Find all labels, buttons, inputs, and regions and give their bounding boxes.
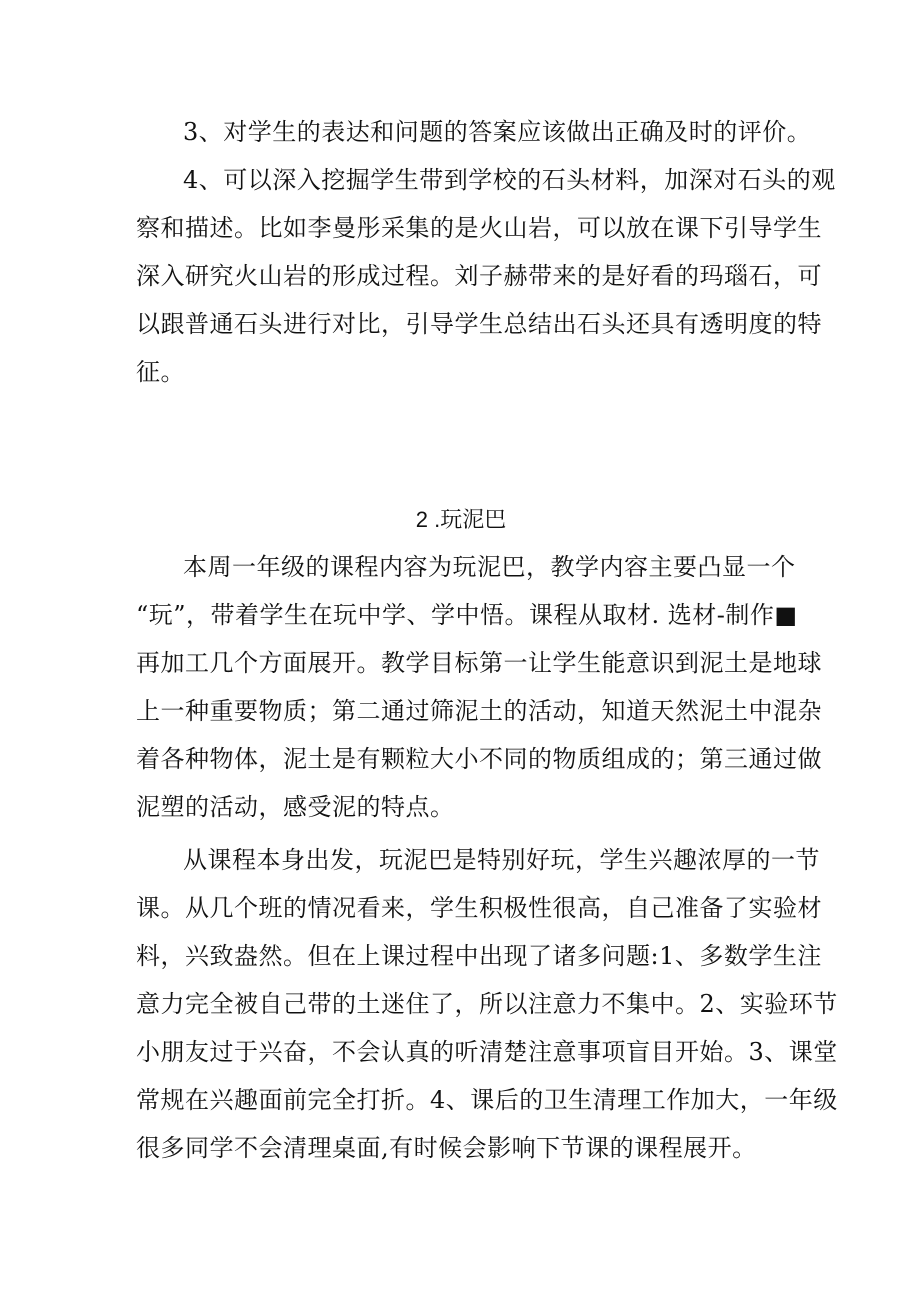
paragraph-line: 课。从几个班的情况看来，学生积极性很高，自己准备了实验材 bbox=[136, 894, 822, 922]
paragraph-line: “玩”，带着学生在玩中学、学中悟。课程从取材. 选材-制作■ bbox=[136, 601, 798, 629]
paragraph-line: 料，兴致盎然。但在上课过程中出现了诸多问题:1、多数学生注 bbox=[136, 942, 822, 970]
paragraph-line: 小朋友过于兴奋，不会认真的听清楚注意事项盲目开始。3、课堂 bbox=[136, 1038, 838, 1066]
paragraph-line: 上一种重要物质；第二通过筛泥土的活动，知道天然泥土中混杂 bbox=[136, 697, 822, 725]
paragraph-line: 察和描述。比如李曼彤采集的是火山岩，可以放在课下引导学生 bbox=[136, 214, 822, 242]
paragraph-line: 深入研究火山岩的形成过程。刘子赫带来的是好看的玛瑙石，可 bbox=[136, 262, 822, 290]
paragraph-line: 从课程本身出发，玩泥巴是特别好玩，学生兴趣浓厚的一节 bbox=[183, 846, 820, 874]
paragraph-line: 征。 bbox=[136, 358, 185, 386]
paragraph-line: 常规在兴趣面前完全打折。4、课后的卫生清理工作加大，一年级 bbox=[136, 1086, 838, 1114]
paragraph-line: 很多同学不会清理桌面,有时候会影响下节课的课程展开。 bbox=[136, 1134, 757, 1162]
paragraph-item-3: 3、对学生的表达和问题的答案应该做出正确及时的评价。 bbox=[183, 118, 812, 146]
paragraph-line: 着各种物体，泥土是有颗粒大小不同的物质组成的；第三通过做 bbox=[136, 745, 822, 773]
paragraph-line: 以跟普通石头进行对比，引导学生总结出石头还具有透明度的特 bbox=[136, 310, 822, 338]
section-heading: 2 .玩泥巴 bbox=[415, 507, 507, 532]
paragraph-line: 泥塑的活动，感受泥的特点。 bbox=[136, 793, 455, 821]
paragraph-line: 意力完全被自己带的土迷住了，所以注意力不集中。2、实验环节 bbox=[136, 990, 838, 1018]
paragraph-line: 4、可以深入挖掘学生带到学校的石头材料，加深对石头的观 bbox=[183, 166, 836, 194]
paragraph-line: 本周一年级的课程内容为玩泥巴，教学内容主要凸显一个 bbox=[183, 553, 796, 581]
paragraph-line: 再加工几个方面展开。教学目标第一让学生能意识到泥土是地球 bbox=[136, 649, 822, 677]
